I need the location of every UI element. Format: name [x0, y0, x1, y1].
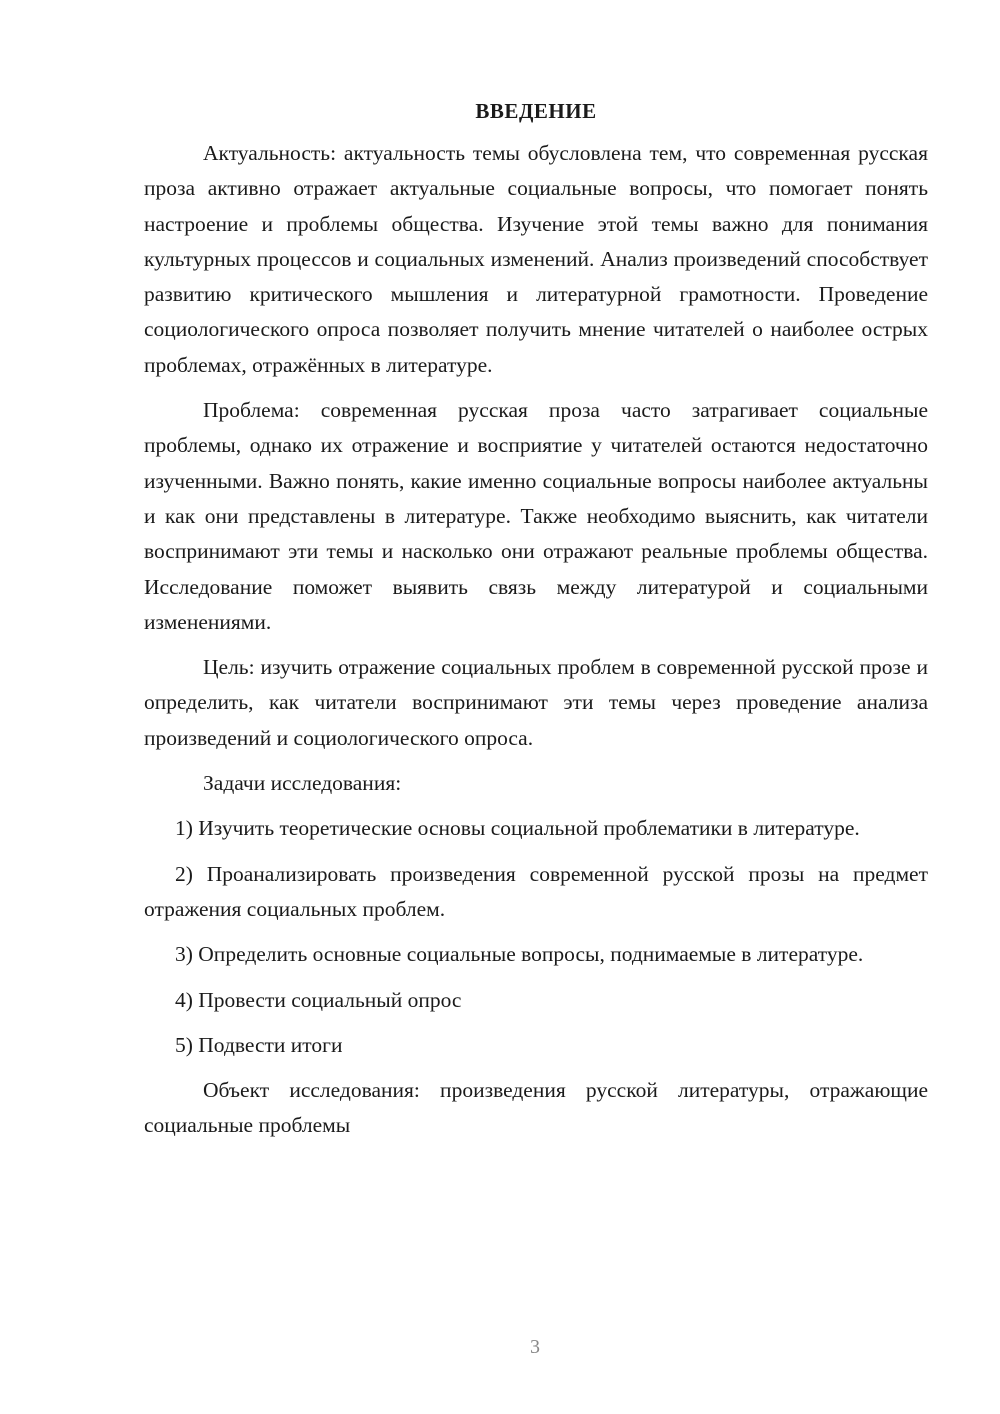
section-heading: ВВЕДЕНИЕ	[475, 99, 597, 123]
task-item-1: 1) Изучить теоретические основы социальной проблематики в литературе.	[175, 816, 860, 841]
relevance-paragraph: Актуальность: актуальность темы обусловлена тем, что современная русская проза активно отражает актуальные социальные вопросы, что помогает понять настроение и проблемы общества. Изучение этой темы важно для понимания культурных процессов и социальных изменений. Анализ произведений способствует развитию критического мышления и литературной грамотности. Проведение социологического опроса позволяет получить мнение читателей о наиболее острых проблемах, отражённых в литературе.	[144, 141, 928, 377]
task-item-2: 2) Проанализировать произведения современной русской прозы на предмет отражения социальных проблем.	[144, 861, 928, 921]
task-item-5: 5) Подвести итоги	[175, 1032, 343, 1057]
problem-paragraph: Проблема: современная русская проза часто затрагивает социальные проблемы, однако их отражение и восприятие у читателей остаются недостаточно изученными. Важно понять, какие именно социальные вопросы наиболее актуальны и как они представлены в литературе. Также необходимо выяснить, как читатели воспринимают эти темы и насколько они отражают реальные проблемы общества. Исследование поможет выявить связь между литературой и социальными изменениями.	[144, 398, 928, 634]
page-number: 3	[530, 1336, 540, 1358]
task-item-4: 4) Провести социальный опрос	[175, 987, 462, 1012]
object-paragraph: Объект исследования: произведения русской литературы, отражающие социальные проблемы	[144, 1078, 928, 1138]
page-content	[144, 96, 928, 1154]
tasks-title: Задачи исследования:	[203, 771, 402, 796]
task-item-3: 3) Определить основные социальные вопросы, поднимаемые в литературе.	[175, 942, 864, 967]
goal-paragraph: Цель: изучить отражение социальных проблем в современной русской прозе и определить, как читатели воспринимают эти темы через проведение анализа произведений и социологического опроса.	[144, 655, 928, 750]
